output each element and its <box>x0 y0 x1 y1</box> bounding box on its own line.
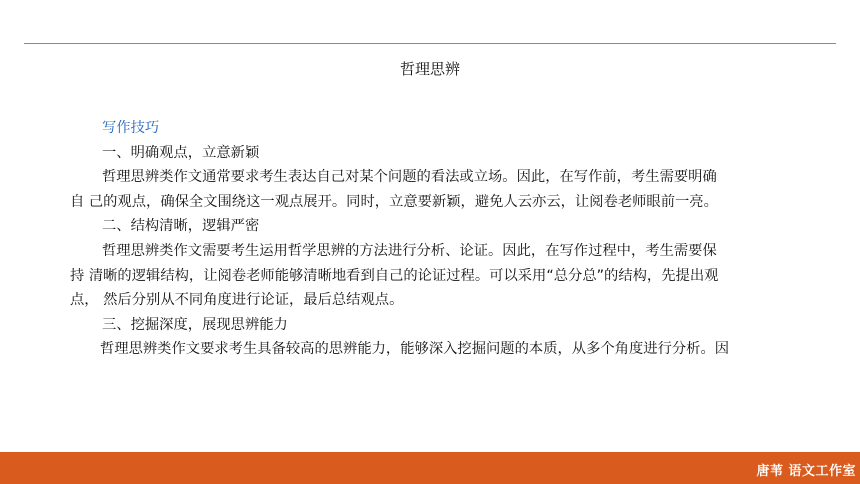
footer-brand: 唐苇 语文工作室 <box>756 464 856 479</box>
section-heading-3: 三、挖掘深度，展现思辨能力 <box>102 316 288 333</box>
paragraph-line: 自 己的观点，确保全文围绕这一观点展开。同时，立意要新颖，避免人云亦云，让阅卷老师眼前一亮。 <box>70 193 718 210</box>
footer-bar <box>0 452 860 484</box>
paragraph-line: 点， 然后分别从不同角度进行论证，最后总结观点。 <box>70 292 404 309</box>
content-body <box>70 116 810 362</box>
section-label: 写作技巧 <box>102 120 160 136</box>
paragraph-line: 持 清晰的逻辑结构，让阅卷老师能够清晰地看到自己的论证过程。可以采用“总分总”的结构，先提出观 <box>70 267 719 284</box>
paragraph-line: 哲理思辨类作文要求考生具备较高的思辨能力，能够深入挖掘问题的本质，从多个角度进行分析。因 <box>100 341 730 358</box>
page-title: 哲理思辨 <box>399 60 460 78</box>
section-heading-2: 二、结构清晰，逻辑严密 <box>102 218 260 235</box>
paragraph-line: 哲理思辨类作文需要考生运用哲学思辨的方法进行分析、论证。因此，在写作过程中，考生需要保 <box>102 242 717 259</box>
paragraph-line: 哲理思辨类作文通常要求考生表达自己对某个问题的看法或立场。因此，在写作前，考生需要明确 <box>102 169 717 186</box>
top-divider <box>24 43 836 44</box>
section-heading-1: 一、明确观点，立意新颖 <box>102 144 260 161</box>
